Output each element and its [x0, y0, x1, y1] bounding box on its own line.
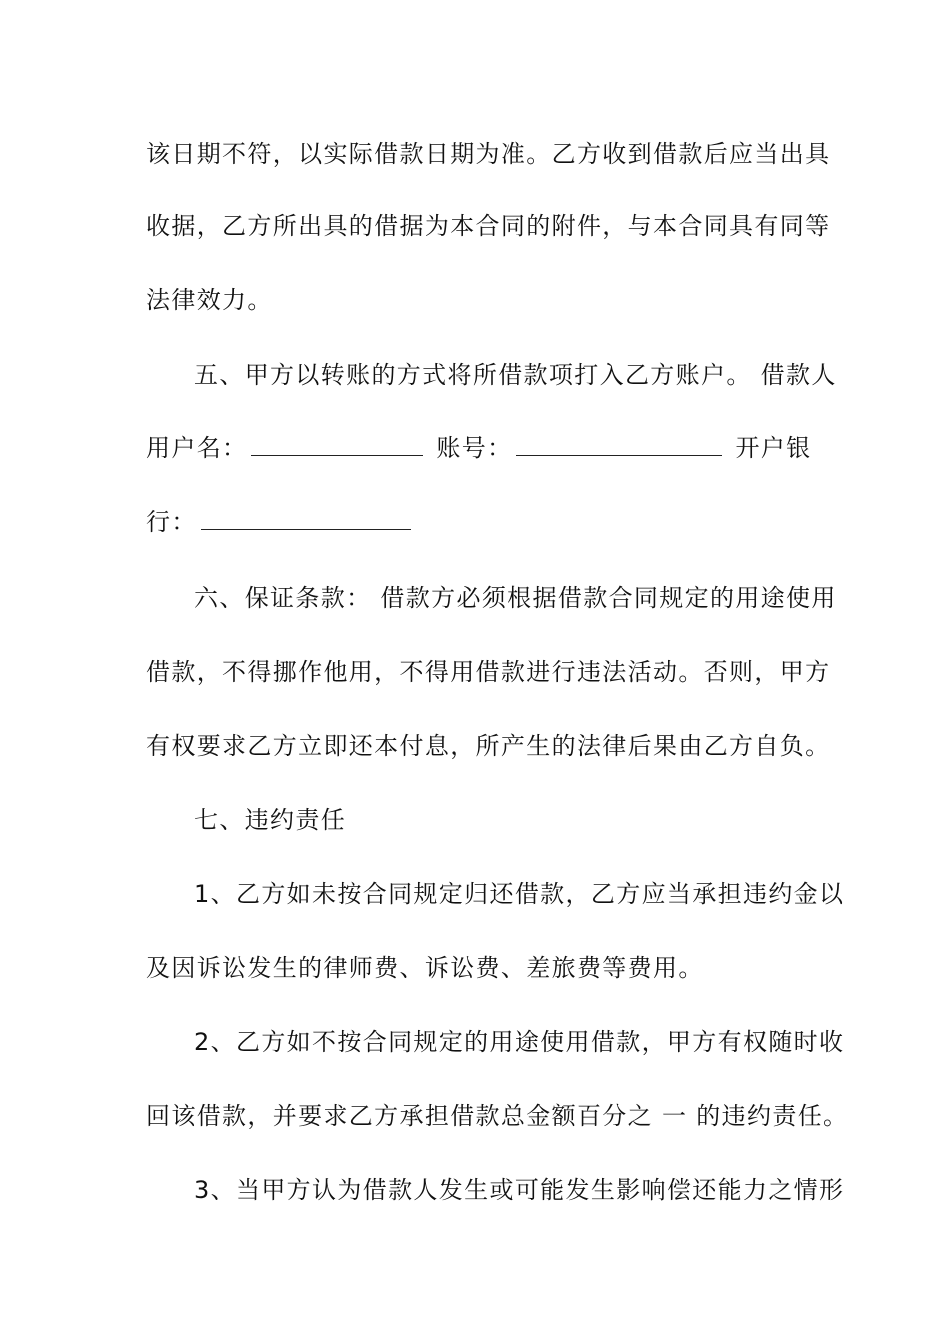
paragraph-line: 及因诉讼发生的律师费、诉讼费、差旅费等费用。: [146, 954, 704, 982]
account-number-blank[interactable]: [516, 433, 722, 456]
account-label: 账号：: [436, 434, 513, 462]
paragraph-line: 收据，乙方所出具的借据为本合同的附件，与本合同具有同等: [146, 212, 831, 240]
clause-item-line: 2、乙方如不按合同规定的用途使用借款，甲方有权随时收: [194, 1028, 845, 1056]
paragraph-line: 该日期不符，以实际借款日期为准。乙方收到借款后应当出具: [146, 140, 831, 168]
bank-info-line: [146, 504, 806, 540]
username-label: 用户名：: [146, 434, 248, 462]
account-info-line: [146, 430, 812, 466]
section-heading: 七、违约责任: [194, 806, 347, 834]
bank-label: 开户银: [735, 434, 812, 462]
paragraph-line: 回该借款，并要求乙方承担借款总金额百分之 一 的违约责任。: [146, 1102, 849, 1130]
paragraph-line: 借款，不得挪作他用，不得用借款进行违法活动。否则，甲方: [146, 658, 831, 686]
clause-five-line: 五、甲方以转账的方式将所借款项打入乙方账户。 借款人: [194, 361, 837, 389]
clause-item-line: 3、当甲方认为借款人发生或可能发生影响偿还能力之情形: [194, 1176, 845, 1204]
bank-name-blank[interactable]: [201, 507, 411, 530]
clause-item-line: 1、乙方如未按合同规定归还借款，乙方应当承担违约金以: [194, 880, 845, 908]
clause-six-line: 六、保证条款： 借款方必须根据借款合同规定的用途使用: [194, 584, 837, 612]
paragraph-line: 法律效力。: [146, 286, 273, 314]
username-blank[interactable]: [251, 433, 423, 456]
paragraph-line: 有权要求乙方立即还本付息，所产生的法律后果由乙方自负。: [146, 732, 831, 760]
bank-label-cont: 行：: [146, 508, 197, 536]
